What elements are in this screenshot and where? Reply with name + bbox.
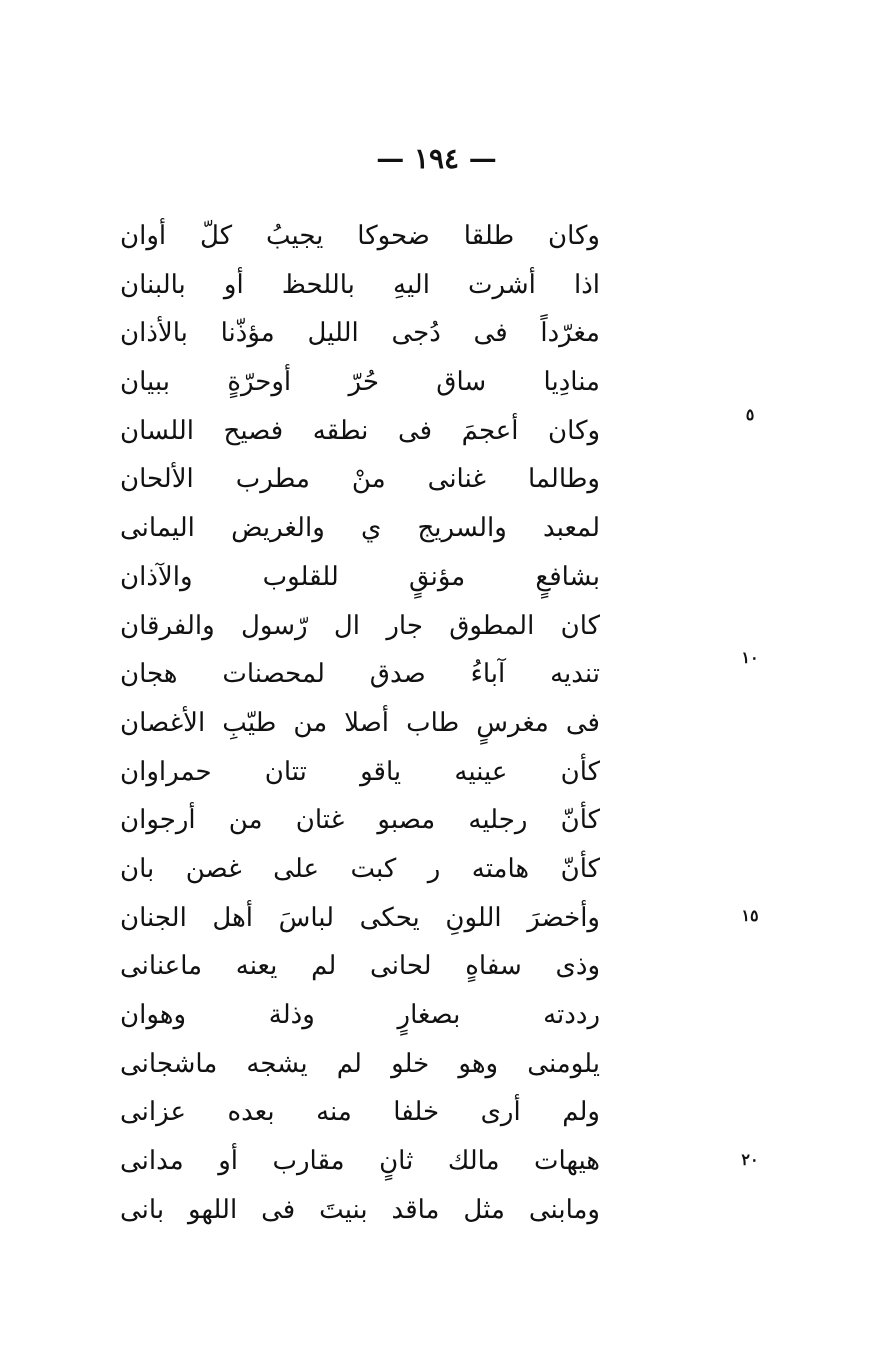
line-number-20: ٢٠ <box>741 1150 759 1169</box>
verse-line: وذى سفاهٍ لحانى لم يعنه ماعنانى <box>120 951 600 982</box>
verse-line: فى مغرسٍ طاب أصلا من طيّبِ الأغصان <box>120 707 600 738</box>
verse-line: وطالما غنانى منْ مطرب الألحان <box>120 464 600 495</box>
verse-line: لمعبد والسريج ي والغريض اليمانى <box>120 513 600 544</box>
verse-line: كأنّ رجليه مصبو غتان من أرجوان <box>120 805 600 836</box>
verse-line: منادِيا ساق حُرّ أوحرّةٍ ببيان <box>120 367 600 398</box>
verse-line: كأنّ هامته ر كبت على غصن بان <box>120 853 600 884</box>
verse-line: وكان أعجمَ فى نطقه فصيح اللسان <box>120 415 600 446</box>
verse-line: ولم أرى خلفا منه بعده عزانى <box>120 1097 600 1128</box>
line-number-5: ٥ <box>745 405 755 424</box>
line-number-15: ١٥ <box>741 906 759 925</box>
verse-line: مغرّداً فى دُجى الليل مؤذّنا بالأذان <box>120 318 600 349</box>
verse-line: وكان طلقا ضحوكا يجيبُ كلّ أوان <box>120 221 600 251</box>
verse-line: هيهات مالك ثانٍ مقارب أو مدانى <box>120 1146 600 1177</box>
verse-line: يلومنى وهو خلو لم يشجه ماشجانى <box>120 1048 600 1079</box>
page-number: — ١٩٤ — <box>376 142 497 175</box>
poem-body <box>120 212 600 1234</box>
verse-line: كان المطوق جار ال رّسول والفرقان <box>120 610 600 641</box>
verse-line: وأخضرَ اللونِ يحكى لباسَ أهل الجنان <box>120 902 600 933</box>
verse-line: كأن عينيه ياقو تتان حمراوان <box>120 756 600 787</box>
verse-line: ومابنى مثل ماقد بنيتَ فى اللهو بانى <box>120 1194 600 1225</box>
verse-line: رددته بصغارٍ وذلة وهوان <box>120 1000 600 1030</box>
line-number-10: ١٠ <box>741 648 759 667</box>
verse-line: اذا أشرت اليهِ باللحظ أو بالبنان <box>120 269 600 300</box>
verse-line: بشافعٍ مؤنقٍ للقلوب والآذان <box>120 561 600 592</box>
verse-line: تنديه آباءُ صدق لمحصنات هجان <box>120 659 600 690</box>
